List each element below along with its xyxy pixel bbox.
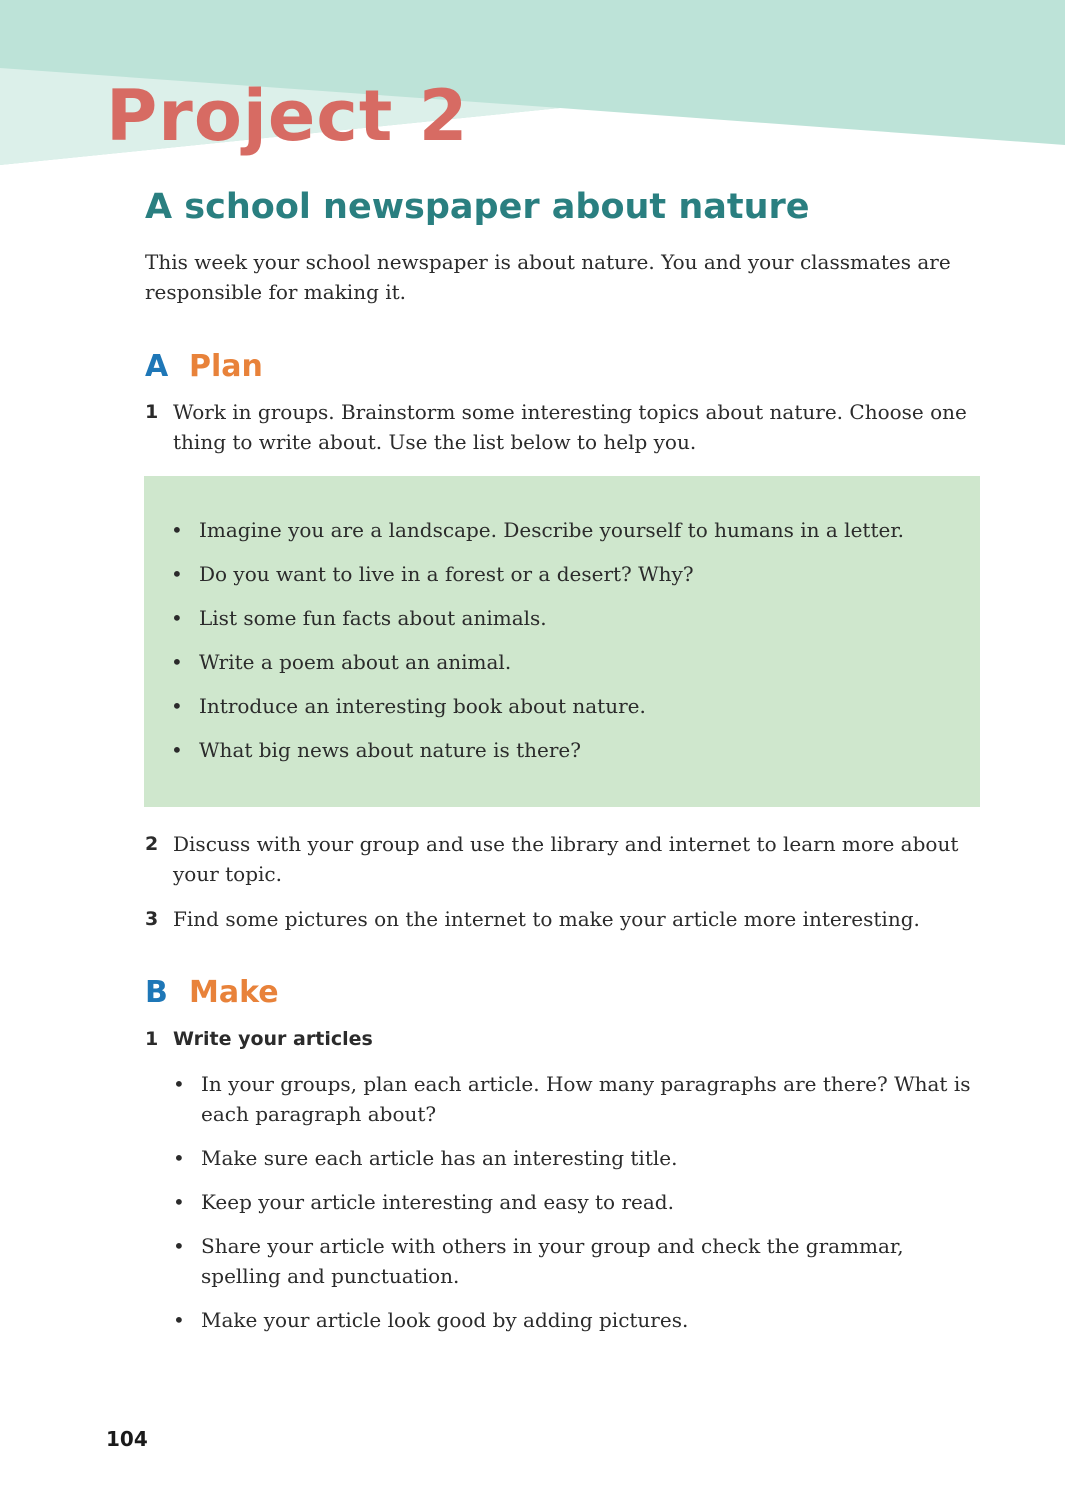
list-item-text: Make sure each article has an interesting title.	[201, 1146, 678, 1170]
section-b-title: Make	[189, 975, 279, 1010]
bullet-icon: •	[173, 1146, 185, 1170]
make-step-1-number: 1	[145, 1028, 159, 1050]
list-item-text: Keep your article interesting and easy to read.	[201, 1190, 674, 1214]
bullet-icon: •	[171, 650, 183, 674]
list-item	[146, 1069, 980, 1129]
list-item	[144, 691, 980, 721]
plan-step-2-number: 2	[145, 833, 159, 855]
plan-step-1	[145, 397, 980, 457]
plan-step-1-number: 1	[145, 401, 159, 423]
list-item-text: List some fun facts about animals.	[199, 606, 547, 630]
list-item	[146, 1187, 980, 1217]
project-title: Project 2	[106, 75, 469, 157]
list-item	[144, 647, 980, 677]
bullet-icon: •	[171, 738, 183, 762]
list-item-text: Do you want to live in a forest or a desert? Why?	[199, 562, 694, 586]
list-item-text: What big news about nature is there?	[199, 738, 581, 762]
bullet-icon: •	[173, 1308, 185, 1332]
list-item	[144, 735, 980, 765]
list-item	[144, 515, 980, 545]
list-item-text: Write a poem about an animal.	[199, 650, 512, 674]
make-step-1-text: Write your articles	[173, 1028, 373, 1050]
list-item	[144, 603, 980, 633]
plan-step-3	[145, 904, 980, 934]
list-item-text: Share your article with others in your group and check the grammar, spelling and punctuation.	[201, 1234, 904, 1288]
intro-paragraph: This week your school newspaper is about nature. You and your classmates are responsible for making it.	[145, 250, 951, 304]
section-b-letter: B	[145, 975, 168, 1010]
section-a-title: Plan	[189, 349, 263, 384]
topic-ideas-list	[144, 476, 980, 765]
list-item-text: Make your article look good by adding pictures.	[201, 1308, 689, 1332]
bullet-icon: •	[173, 1190, 185, 1214]
list-item	[146, 1231, 980, 1291]
bullet-icon: •	[173, 1072, 185, 1096]
bullet-icon: •	[171, 694, 183, 718]
list-item-text: In your groups, plan each article. How many paragraphs are there? What is each paragraph about?	[201, 1072, 971, 1126]
list-item-text: Introduce an interesting book about nature.	[199, 694, 646, 718]
section-a-letter: A	[145, 349, 169, 384]
bullet-icon: •	[173, 1234, 185, 1258]
list-item-text: Imagine you are a landscape. Describe yourself to humans in a letter.	[199, 518, 905, 542]
make-step-1	[145, 1024, 980, 1054]
plan-step-1-text: Work in groups. Brainstorm some interesting topics about nature. Choose one thing to write about. Use the list below to help you.	[173, 400, 967, 454]
section-b-heading	[145, 974, 279, 1012]
list-item	[144, 559, 980, 589]
plan-step-2	[145, 829, 980, 889]
bullet-icon: •	[171, 518, 183, 542]
bullet-icon: •	[171, 562, 183, 586]
list-item	[146, 1305, 980, 1335]
plan-step-3-text: Find some pictures on the internet to make your article more interesting.	[173, 907, 920, 931]
page-number: 104	[106, 1427, 148, 1451]
make-article-list	[146, 1069, 980, 1349]
plan-step-2-text: Discuss with your group and use the library and internet to learn more about your topic.	[173, 832, 959, 886]
list-item	[146, 1143, 980, 1173]
section-a-heading	[145, 348, 263, 386]
bullet-icon: •	[171, 606, 183, 630]
topic-ideas-box	[144, 476, 980, 807]
page-subtitle: A school newspaper about nature	[145, 187, 810, 227]
plan-step-3-number: 3	[145, 908, 159, 930]
